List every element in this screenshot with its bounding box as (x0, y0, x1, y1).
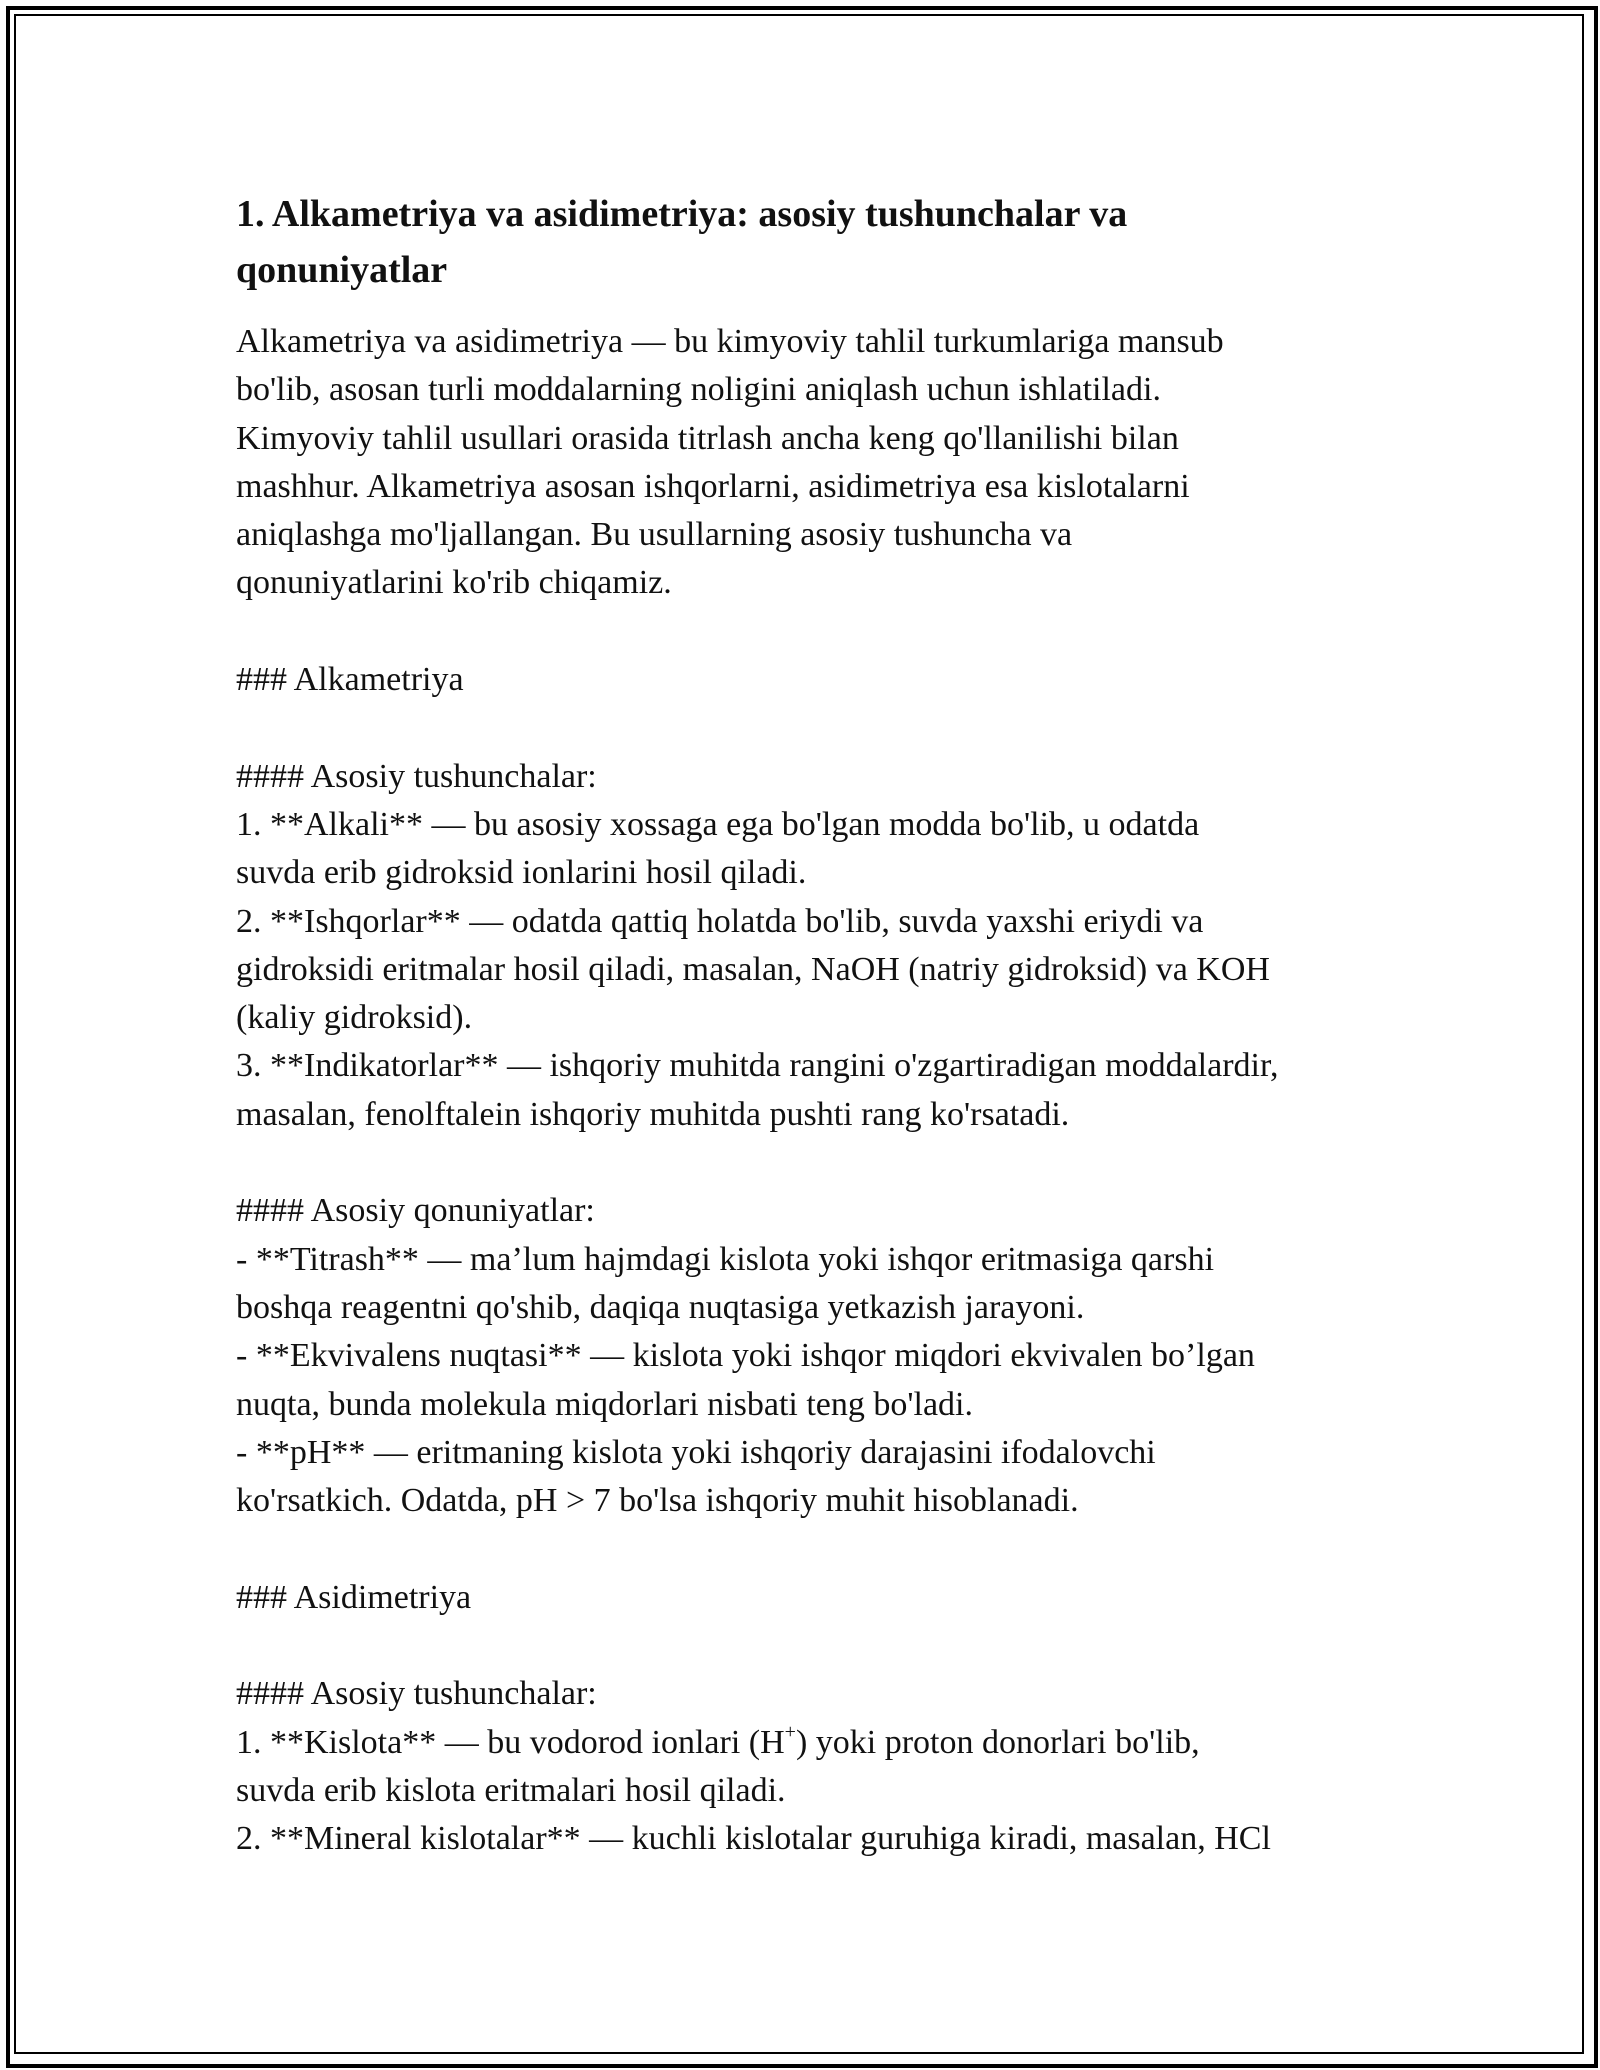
paragraph-line: bo'lib, asosan turli moddalarning noligini aniqlash uchun ishlatiladi. (236, 371, 1161, 409)
document-page (236, 186, 1376, 1864)
list-line: 1. **Alkali** — bu asosiy xossaga ega bo'lgan modda bo'lib, u odatda (236, 805, 1200, 843)
list-line (236, 1719, 1376, 1767)
list-line: 2. **Ishqorlar** — odatda qattiq holatda bo'lib, suvda yaxshi eriydi va (236, 902, 1204, 940)
concepts-list (236, 801, 1376, 1139)
list-line: gidroksidi eritmalar hosil qiladi, masalan, NaOH (natriy gidroksid) va KOH (236, 950, 1270, 988)
subheading-concepts: #### Asosiy tushunchalar: (236, 1675, 597, 1713)
blank-line (236, 704, 1376, 752)
list-line: suvda erib gidroksid ionlarini hosil qiladi. (236, 854, 807, 892)
list-line: masalan, fenolftalein ishqoriy muhitda pushti rang ko'rsatadi. (236, 1095, 1070, 1133)
title-line: 1. Alkametriya va asidimetriya: asosiy tushunchalar va (236, 193, 1128, 235)
list-line: 2. **Mineral kislotalar** — kuchli kislotalar guruhiga kiradi, masalan, HCl (236, 1820, 1271, 1858)
title-line: qonuniyatlar (236, 249, 448, 291)
text-segment: 1. **Kislota** — bu vodorod ionlari (H (236, 1723, 785, 1761)
list-line: - **pH** — eritmaning kislota yoki ishqoriy darajasini ifodalovchi (236, 1433, 1156, 1471)
list-line: 3. **Indikatorlar** — ishqoriy muhitda rangini o'zgartiradigan moddalardir, (236, 1047, 1279, 1085)
paragraph-line: Alkametriya va asidimetriya — bu kimyoviy tahlil turkumlariga mansub (236, 323, 1224, 360)
paragraph-line: aniqlashga mo'ljallangan. Bu usullarning asosiy tushuncha va (236, 516, 1073, 554)
list-line: nuqta, bunda molekula miqdorlari nisbati teng bo'ladi. (236, 1385, 973, 1423)
subheading-laws: #### Asosiy qonuniyatlar: (236, 1192, 595, 1230)
blank-line (236, 1622, 1376, 1670)
list-line: - **Ekvivalens nuqtasi** — kislota yoki ishqor miqdori ekvivalen bo’lgan (236, 1337, 1255, 1375)
text-segment: ) yoki proton donorlari bo'lib, (795, 1723, 1200, 1761)
blank-line (236, 1525, 1376, 1573)
blank-line (236, 608, 1376, 656)
section-heading-asidimetriya: ### Asidimetriya (236, 1578, 472, 1616)
list-line: (kaliy gidroksid). (236, 999, 473, 1037)
list-line: ko'rsatkich. Odatda, pH > 7 bo'lsa ishqoriy muhit hisoblanadi. (236, 1482, 1079, 1520)
paragraph-line: qonuniyatlarini ko'rib chiqamiz. (236, 564, 672, 602)
subheading-concepts: #### Asosiy tushunchalar: (236, 757, 597, 795)
blank-line (236, 1139, 1376, 1187)
list-line: - **Titrash** — ma’lum hajmdagi kislota yoki ishqor eritmasiga qarshi (236, 1240, 1215, 1278)
document-title (236, 186, 1376, 298)
intro-paragraph (236, 318, 1376, 608)
paragraph-line: Kimyoviy tahlil usullari orasida titrlash ancha keng qo'llanilishi bilan (236, 419, 1179, 457)
acid-concepts-list (236, 1719, 1376, 1864)
list-line: suvda erib kislota eritmalari hosil qiladi. (236, 1771, 786, 1809)
laws-list (236, 1236, 1376, 1526)
section-heading-alkametriya: ### Alkametriya (236, 661, 464, 699)
superscript-plus: + (784, 1721, 796, 1744)
paragraph-line: mashhur. Alkametriya asosan ishqorlarni, asidimetriya esa kislotalarni (236, 467, 1190, 505)
list-line: boshqa reagentni qo'shib, daqiqa nuqtasiga yetkazish jarayoni. (236, 1288, 1085, 1326)
